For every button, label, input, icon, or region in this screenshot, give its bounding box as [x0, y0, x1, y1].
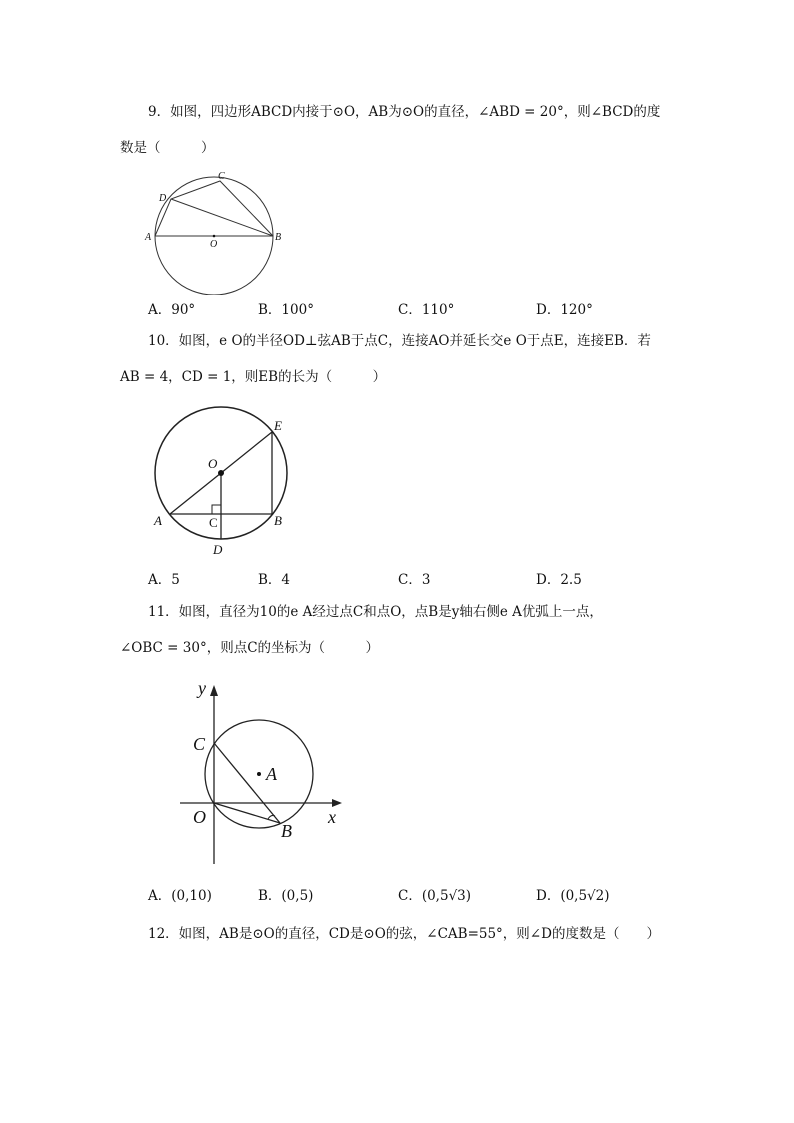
q9-center-dot	[213, 235, 216, 238]
q11-y-arrow	[210, 685, 218, 696]
q10-right-angle-mark	[212, 505, 221, 514]
q10-label-d: D	[213, 542, 223, 557]
q9-label-o: O	[210, 239, 218, 250]
q11-label-y: y	[198, 678, 206, 698]
q9-option-b[interactable]: B．100°	[258, 302, 314, 318]
q11-stem-line1: 11．如图，直径为10的e A经过点C和点O，点B是y轴右侧e A优弧上一点，	[148, 604, 603, 620]
q9-label-c: C	[218, 171, 225, 182]
q11-center-dot	[257, 772, 261, 776]
q11-label-o: O	[193, 807, 206, 827]
q9-label-a: A	[145, 232, 152, 243]
q10-label-b: B	[274, 513, 282, 528]
q10-label-a: A	[154, 513, 162, 528]
q11-angle-mark	[268, 815, 275, 819]
q10-stem-line2: AB = 4，CD = 1，则EB的长为（ ）	[120, 369, 387, 385]
q10-center-dot	[218, 470, 224, 476]
q9-stem-line1: 9．如图，四边形ABCD内接于⊙O，AB为⊙O的直径，∠ABD = 20°，则∠BCD的度	[148, 104, 661, 120]
q10-label-c: C	[209, 515, 218, 530]
q12-stem-line1: 12．如图，AB是⊙O的直径，CD是⊙O的弦，∠CAB=55°，则∠D的度数是（ ）	[148, 926, 660, 942]
q11-option-d[interactable]: D．(0,5√2)	[536, 888, 610, 904]
q11-stem-line2: ∠OBC = 30°，则点C的坐标为（ ）	[120, 640, 380, 656]
q9-diagonal-bd	[171, 199, 273, 236]
q10-option-d[interactable]: D．2.5	[536, 572, 582, 588]
q10-label-o: O	[208, 456, 218, 471]
q9-option-a[interactable]: A．90°	[148, 302, 196, 318]
q10-label-e: E	[274, 418, 282, 433]
q11-segment-ob	[214, 803, 280, 823]
q10-option-a[interactable]: A．5	[148, 572, 180, 588]
q9-option-d[interactable]: D．120°	[536, 302, 593, 318]
q9-label-b: B	[275, 232, 282, 243]
q11-diagram	[180, 670, 380, 870]
q11-label-a: A	[266, 764, 277, 784]
q11-label-x: x	[328, 807, 336, 827]
q9-option-c[interactable]: C．110°	[398, 302, 455, 318]
q9-label-d: D	[159, 193, 167, 204]
q11-option-c[interactable]: C．(0,5√3)	[398, 888, 472, 904]
q11-label-b: B	[281, 821, 292, 841]
q10-stem-line1: 10．如图，e O的半径OD⊥弦AB于点C，连接AO并延长交e O于点E，连接EB．若	[148, 333, 651, 349]
q11-option-a[interactable]: A．(0,10)	[148, 888, 212, 904]
q9-quadrilateral	[155, 181, 273, 236]
q9-stem-line2: 数是（ ）	[120, 140, 215, 156]
q9-diagram	[140, 165, 300, 295]
q11-option-b[interactable]: B．(0,5)	[258, 888, 314, 904]
q10-option-b[interactable]: B．4	[258, 572, 291, 588]
q11-x-arrow	[332, 799, 342, 807]
q11-label-c: C	[193, 734, 206, 754]
q10-option-c[interactable]: C．3	[398, 572, 431, 588]
q10-diagram	[145, 405, 305, 565]
